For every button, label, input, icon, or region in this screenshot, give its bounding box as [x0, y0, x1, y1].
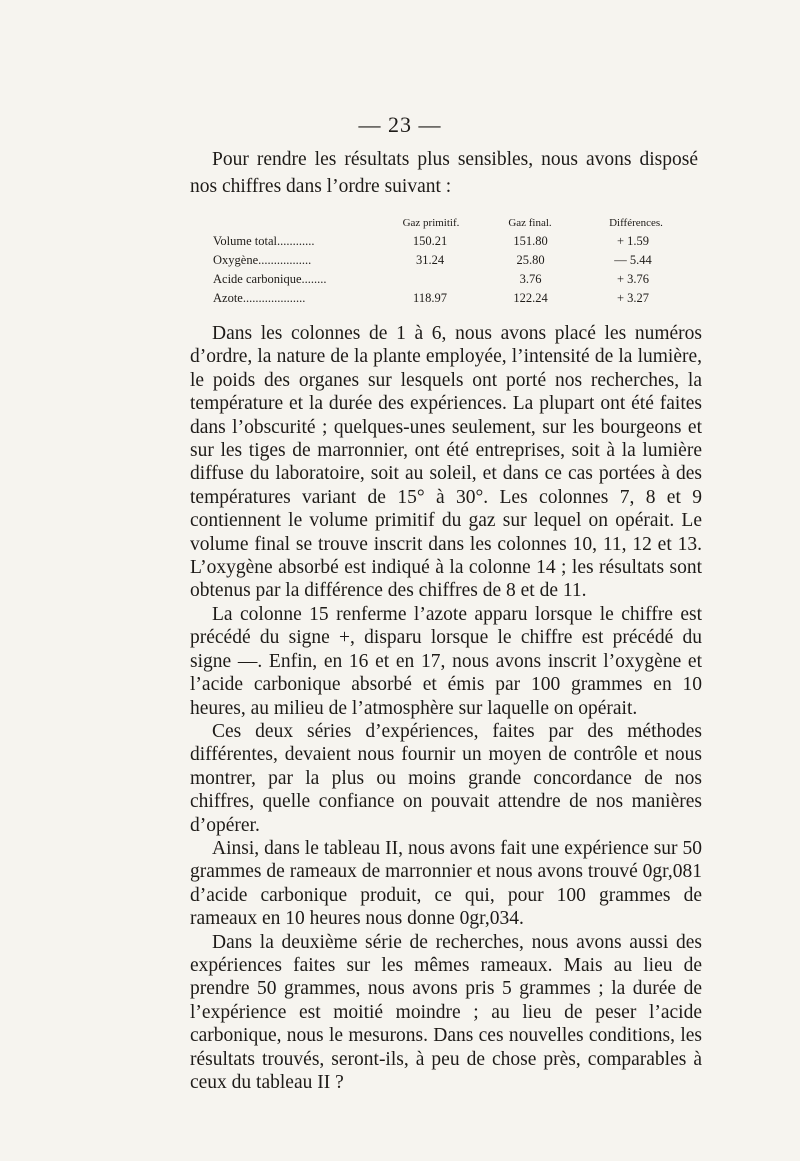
header-differences: Différences. — [609, 217, 663, 229]
cell-difference: — 5.44 — [614, 253, 652, 267]
header-gaz-final: Gaz final. — [508, 217, 552, 229]
page-number: — 23 — — [358, 112, 442, 137]
cell-difference: + 3.76 — [616, 272, 650, 286]
cell-difference: + 1.59 — [616, 234, 650, 248]
row-label: Oxygène................. — [213, 253, 312, 267]
row-label: Azote.................... — [213, 291, 306, 305]
table-row — [213, 232, 683, 251]
intro-paragraph: Pour rendre les résultats plus sensibles, nous avons disposé nos chiffres dans l’ordre suivant : — [190, 149, 698, 197]
table-header — [213, 214, 683, 232]
row-label: Volume total............ — [213, 234, 315, 248]
body-text — [190, 322, 702, 1094]
cell-primitif: 118.97 — [413, 291, 447, 305]
cell-difference: + 3.27 — [616, 291, 650, 305]
paragraph: Dans la deuxième série de recherches, nous avons aussi des expériences faites sur les mêmes rameaux. Mais au lieu de prendre 50 grammes, nous avons pris 5 grammes ; la durée de l’expérience est moitié moindre ; au lieu de peser l’acide carbonique, nous le mesurons. Dans ces nouvelles conditions, les résultats trouvés, seront-ils, à peu de chose près, comparables à ceux du tableau II ? — [190, 931, 702, 1093]
cell-final: 151.80 — [513, 234, 548, 248]
paragraph: Dans les colonnes de 1 à 6, nous avons placé les numéros d’ordre, la nature de la plante employée, l’intensité de la lumière, le poids des organes sur lesquels ont porté nos recherches, la température et la durée des expériences. La plupart ont été faites dans l’obscurité ; quelques-unes seulement, sur les bourgeons et sur les tiges de marronnier, ont été entreprises, soit à la lumière diffuse du laboratoire, soit au soleil, et dans ce cas portées à des températures variant de 15° à 30°. Les colonnes 7, 8 et 9 contiennent le volume primitif du gaz sur lequel on opérait. Le volume final se trouve inscrit dans les colonnes 10, 11, 12 et 13. L’oxygène absorbé est indiqué à la colonne 14 ; les résultats sont obtenus par la différence des chiffres de 8 et de 11. — [190, 323, 702, 602]
gas-table — [213, 214, 683, 308]
table-row — [213, 270, 683, 289]
paragraph: Ainsi, dans le tableau II, nous avons fait une expérience sur 50 grammes de rameaux de marronnier et nous avons trouvé 0gr,081 d’acide carbonique produit, ce qui, pour 100 grammes de rameaux en 10 heures nous donne 0gr,034. — [190, 837, 702, 930]
cell-primitif: 150.21 — [412, 234, 448, 248]
row-label: Acide carbonique........ — [213, 272, 327, 286]
cell-final: 122.24 — [513, 291, 548, 305]
cell-primitif: 31.24 — [415, 253, 445, 267]
table-row — [213, 289, 683, 308]
cell-final: 25.80 — [516, 253, 545, 267]
header-gaz-primitif: Gaz primitif. — [402, 217, 460, 229]
paragraph: La colonne 15 renferme l’azote apparu lorsque le chiffre est précédé du signe +, disparu lorsque le chiffre est précédé du signe —. Enfin, en 16 et en 17, nous avons inscrit l’oxygène et l’acide carbonique absorbé et émis par 100 grammes en 10 heures, au milieu de l’atmosphère sur laquelle on opérait. — [190, 603, 702, 719]
table-row — [213, 251, 683, 270]
cell-final: 3.76 — [519, 272, 542, 286]
paragraph: Ces deux séries d’expériences, faites par des méthodes différentes, devaient nous fournir un moyen de contrôle et nous montrer, par la plus ou moins grande concordance de nos chiffres, quelle confiance on pouvait attendre de nos manières d’opérer. — [190, 720, 702, 836]
